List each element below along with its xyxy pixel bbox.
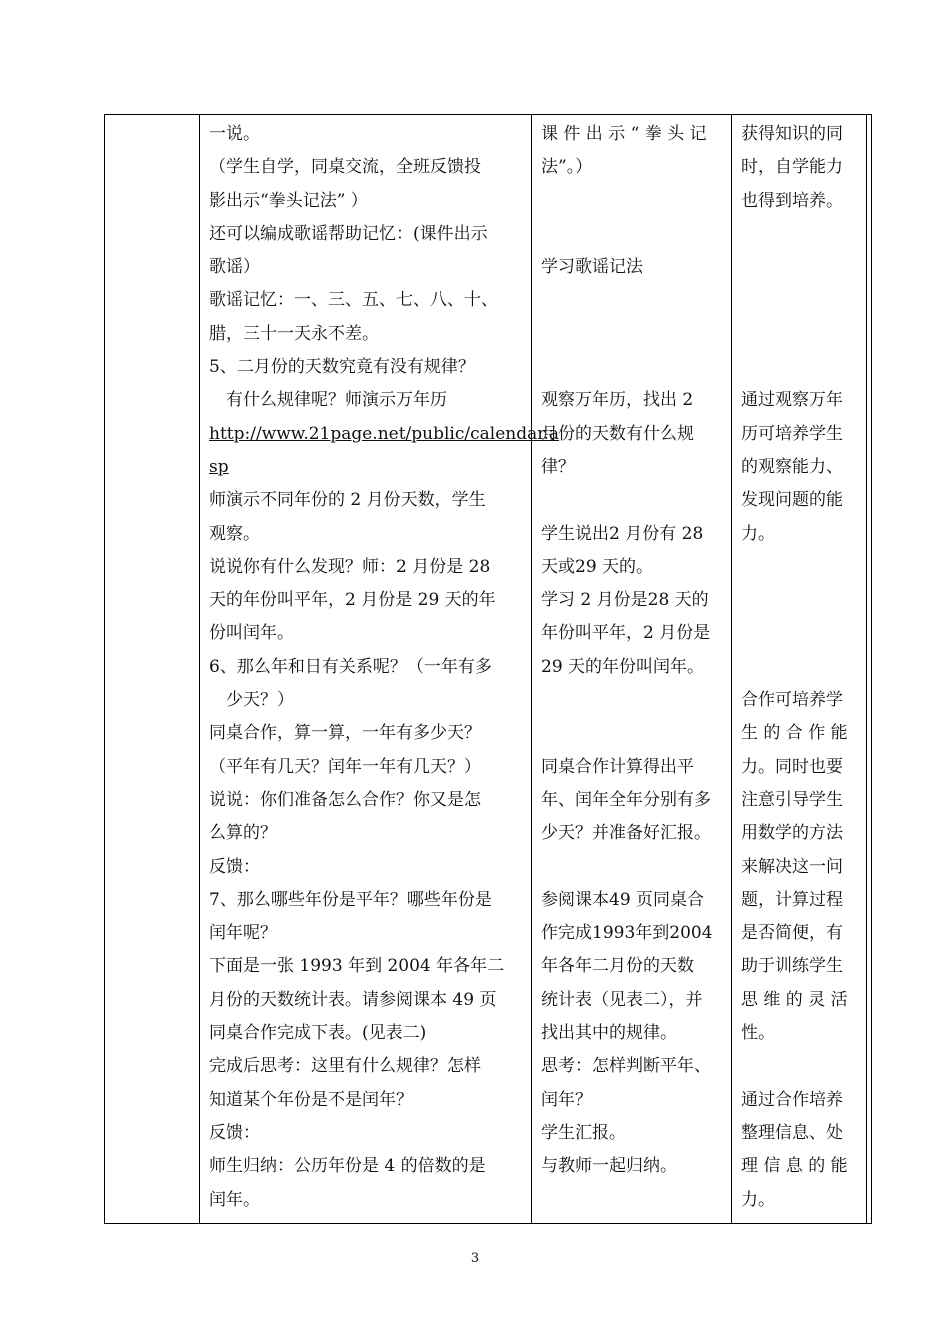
- process-line: 闰年。: [209, 1189, 260, 1210]
- column-divider: [531, 115, 532, 1223]
- activity-line: [541, 1184, 729, 1217]
- process-line: 完成后思考：这里有什么规律？怎样: [209, 1056, 481, 1077]
- activity-line: [541, 484, 729, 517]
- intent-line: 生 的 合 作 能: [741, 723, 848, 744]
- activity-line: 统计表（见表二），并: [541, 989, 703, 1010]
- process-line: 少天？）: [209, 690, 294, 711]
- intent-line: 性。: [741, 1023, 775, 1044]
- activity-line: 月份的天数有什么规: [541, 423, 694, 444]
- intent-line: [741, 584, 864, 617]
- design-intent-column: [741, 118, 864, 1217]
- process-line: 5、二月份的天数究竟有没有规律？: [209, 357, 475, 378]
- intent-line: 合作可培养学: [741, 690, 843, 711]
- intent-line: [741, 351, 864, 384]
- page-number: 3: [470, 1251, 480, 1266]
- student-activity-column: [541, 118, 729, 1217]
- activity-line: 学习 2 月份是28 天的: [541, 590, 709, 611]
- process-line: 歌谣）: [209, 257, 260, 278]
- intent-line: 来解决这一问: [741, 856, 843, 877]
- activity-line: 参阅课本49 页同桌合: [541, 889, 705, 910]
- process-line: 师生归纳：公历年份是 4 的倍数的是: [209, 1156, 486, 1177]
- activity-line: 思考：怎样判断平年、: [541, 1056, 711, 1077]
- process-line: 6、那么年和日有关系呢？（一年有多: [209, 656, 492, 677]
- intent-line: 用数学的方法: [741, 823, 843, 844]
- process-line: 一说。: [209, 124, 260, 144]
- activity-line: [541, 351, 729, 384]
- process-line: 腊，三十一天永不差。: [209, 323, 379, 344]
- activity-line: 年各年二月份的天数: [541, 956, 694, 977]
- activity-line: 同桌合作计算得出平: [541, 756, 694, 777]
- intent-line: 力。: [741, 1189, 775, 1210]
- activity-line: [541, 218, 729, 251]
- activity-line: 律？: [541, 456, 575, 477]
- intent-line: 也得到培养。: [741, 190, 843, 211]
- activity-line: 年、闰年全年分别有多: [541, 789, 711, 810]
- process-line: 同桌合作完成下表。(见表二): [209, 1023, 427, 1044]
- intent-line: 获得知识的同: [741, 124, 843, 144]
- activity-line: 法”。）: [541, 157, 593, 178]
- intent-line: 力。: [741, 523, 775, 544]
- process-line: 7、那么哪些年份是平年？哪些年份是: [209, 889, 492, 910]
- intent-line: 整理信息、处: [741, 1122, 843, 1143]
- intent-line: 历可培养学生: [741, 423, 843, 444]
- process-line: 知道某个年份是不是闰年？: [209, 1089, 413, 1110]
- process-line: （学生自学，同桌交流，全班反馈投: [209, 157, 481, 178]
- intent-line: 理 信 息 的 能: [741, 1156, 848, 1177]
- intent-line: [741, 318, 864, 351]
- intent-line: 注意引导学生: [741, 789, 843, 810]
- activity-line: 学习歌谣记法: [541, 257, 643, 278]
- activity-line: [541, 185, 729, 218]
- process-line: 闰年呢？: [209, 923, 277, 944]
- process-line: 有什么规律呢？师演示万年历: [209, 390, 447, 411]
- column-divider: [731, 115, 732, 1223]
- process-line: （平年有几天？闰年一年有几天？）: [209, 756, 481, 777]
- process-line: 反馈：: [209, 1122, 260, 1143]
- activity-line: 作完成1993年到2004: [541, 923, 713, 944]
- activity-line: 闰年？: [541, 1089, 592, 1110]
- calendar-link[interactable]: http://www.21page.net/public/calendar.a: [209, 423, 560, 444]
- intent-line: [741, 284, 864, 317]
- intent-line: 是否简便，有: [741, 923, 843, 944]
- lesson-plan-table: [104, 114, 872, 1224]
- intent-line: 通过合作培养: [741, 1089, 843, 1110]
- activity-line: [541, 684, 729, 717]
- activity-line: 课 件 出 示 “ 拳 头 记: [541, 124, 707, 144]
- process-line: 同桌合作，算一算，一年有多少天？: [209, 723, 481, 744]
- teaching-process-column: [209, 118, 560, 1217]
- activity-line: 学生汇报。: [541, 1122, 626, 1143]
- process-line: 份叫闰年。: [209, 623, 294, 644]
- process-line: 说说：你们准备怎么合作？你又是怎: [209, 789, 481, 810]
- process-line: 下面是一张 1993 年到 2004 年各年二: [209, 956, 505, 977]
- calendar-link-continuation[interactable]: sp: [209, 456, 229, 477]
- process-line: 天的年份叫平年，2 月份是 29 天的年: [209, 590, 496, 611]
- activity-line: 29 天的年份叫闰年。: [541, 656, 705, 677]
- activity-line: [541, 318, 729, 351]
- process-line: 师演示不同年份的 2 月份天数，学生: [209, 490, 486, 511]
- activity-line: 年份叫平年，2 月份是: [541, 623, 711, 644]
- intent-line: 发现问题的能: [741, 490, 843, 511]
- intent-line: 助于训练学生: [741, 956, 843, 977]
- activity-line: 学生说出2 月份有 28: [541, 523, 704, 544]
- activity-line: [541, 284, 729, 317]
- column-divider: [199, 115, 200, 1223]
- process-line: 歌谣记忆：一、三、五、七、八、十、: [209, 290, 498, 311]
- process-line: 反馈：: [209, 856, 260, 877]
- activity-line: [541, 851, 729, 884]
- intent-line: [741, 1050, 864, 1083]
- process-line: 么算的？: [209, 823, 277, 844]
- intent-line: [741, 651, 864, 684]
- activity-line: 与教师一起归纳。: [541, 1156, 677, 1177]
- activity-line: 少天？并准备好汇报。: [541, 823, 711, 844]
- intent-line: [741, 551, 864, 584]
- intent-line: [741, 617, 864, 650]
- intent-line: 的观察能力、: [741, 456, 843, 477]
- intent-line: [741, 251, 864, 284]
- intent-line: 题，计算过程: [741, 889, 843, 910]
- process-line: 还可以编成歌谣帮助记忆：(课件出示: [209, 223, 488, 244]
- activity-line: 找出其中的规律。: [541, 1023, 677, 1044]
- process-line: 观察。: [209, 523, 260, 544]
- intent-line: 时，自学能力: [741, 157, 843, 178]
- process-line: 影出示“拳头记法” ）: [209, 190, 368, 211]
- activity-line: [541, 717, 729, 750]
- intent-line: 力。同时也要: [741, 756, 843, 777]
- intent-line: 通过观察万年: [741, 390, 843, 411]
- intent-line: [741, 218, 864, 251]
- process-line: 说说你有什么发现？师：2 月份是 28: [209, 556, 491, 577]
- activity-line: 天或29 天的。: [541, 556, 654, 577]
- activity-line: 观察万年历，找出 2: [541, 390, 694, 411]
- process-line: 月份的天数统计表。请参阅课本 49 页: [209, 989, 497, 1010]
- intent-line: 思 维 的 灵 活: [741, 989, 848, 1010]
